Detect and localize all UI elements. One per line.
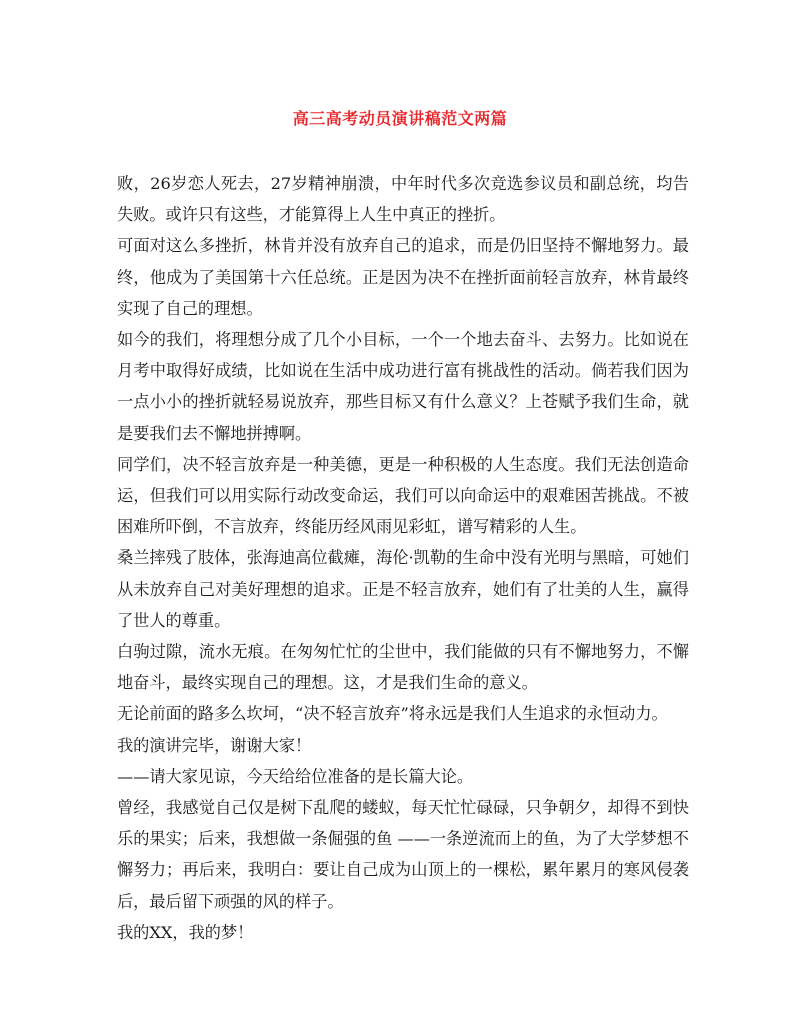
paragraph-meaning-of-life: 白驹过隙，流水无痕。在匆匆忙忙的尘世中，我们能做的只有不懈地努力，不懈地奋斗，最终实现自己的理想。这，才是我们生命的意义。 — [117, 642, 689, 693]
paragraph-apology: ——请大家见谅，今天给给位准备的是长篇大论。 — [117, 766, 474, 786]
paragraph-speech-end: 我的演讲完毕，谢谢大家！ — [117, 735, 312, 755]
paragraph-our-goals: 如今的我们，将理想分成了几个小目标，一个一个地去奋斗、去努力。比如说在月考中取得好成绩，比如说在生活中成功进行富有挑战性的活动。倘若我们因为一点小小的挫折就轻易说放弃，那些目标又有什么意义？上苍赋予我们生命，就是要我们去不懈地拼搏啊。 — [117, 330, 689, 443]
paragraph-lincoln-persistence: 可面对这么多挫折，林肯并没有放弃自己的追求，而是仍旧坚持不懈地努力。最终，他成为了美国第十六任总统。正是因为决不在挫折面前轻言放弃，林肯最终实现了自己的理想。 — [117, 236, 689, 318]
paragraph-lincoln-failures: 败，26岁恋人死去，27岁精神崩溃，中年时代多次竞选参议员和副总统，均告失败。或许只有这些，才能算得上人生中真正的挫折。 — [117, 174, 689, 225]
paragraph-role-models: 桑兰摔残了肢体，张海迪高位截瘫，海伦·凯勒的生命中没有光明与黑暗，可她们从未放弃自己对美好理想的追求。正是不轻言放弃，她们有了壮美的人生，赢得了世人的尊重。 — [117, 548, 689, 630]
paragraph-once-i-felt: 曾经，我感觉自己仅是树下乱爬的蝼蚁，每天忙忙碌碌，只争朝夕，却得不到快乐的果实；后来，我想做一条倔强的鱼 ——一条逆流而上的鱼，为了大学梦想不懈努力；再后来，我明白：要让自己成为山顶上的一棵松，累年累月的寒风侵袭后，最后留下顽强的风的样子。 — [117, 798, 689, 911]
paragraph-never-give-up: 同学们，决不轻言放弃是一种美德，更是一种积极的人生态度。我们无法创造命运，但我们可以用实际行动改变命运，我们可以向命运中的艰难困苦挑战。不被困难所吓倒，不言放弃，终能历经风雨见彩虹，谱写精彩的人生。 — [117, 454, 689, 537]
paragraph-my-dream: 我的XX，我的梦！ — [117, 922, 254, 942]
document-title: 高三高考动员演讲稿范文两篇 — [292, 109, 508, 128]
paragraph-eternal-motivation: 无论前面的路多么坎坷，“决不轻言放弃”将永远是我们人生追求的永恒动力。 — [117, 704, 668, 724]
document-body — [117, 168, 689, 948]
